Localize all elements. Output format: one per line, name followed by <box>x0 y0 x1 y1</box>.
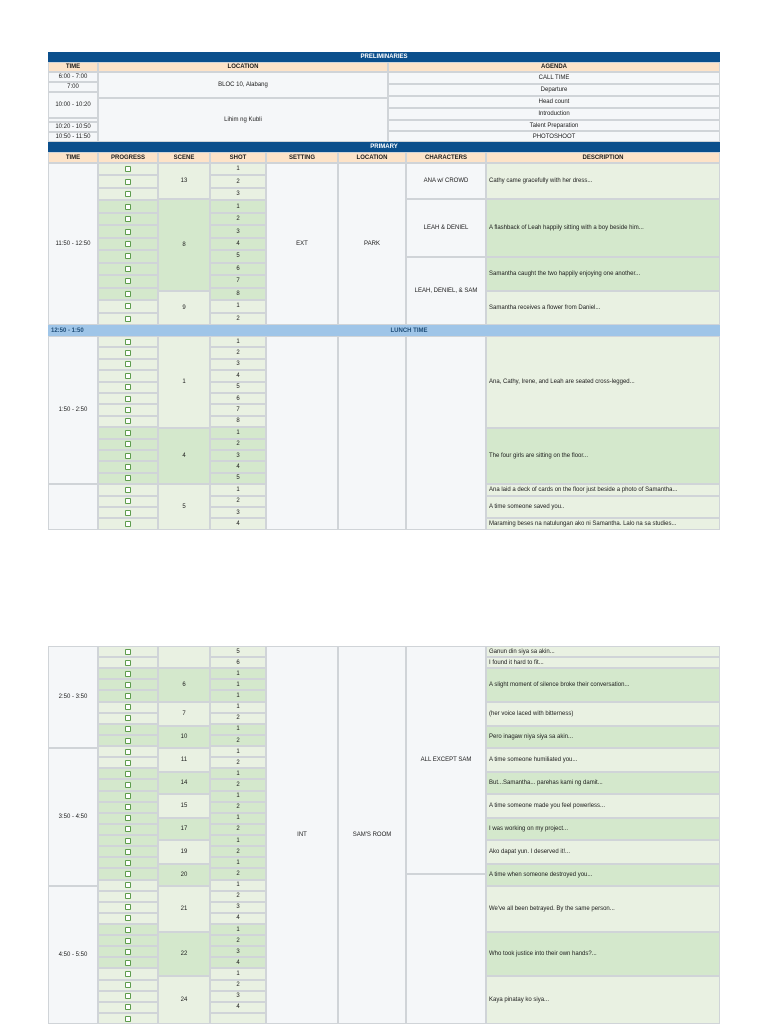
characters-cell <box>406 874 486 1024</box>
progress-cell <box>98 275 158 287</box>
progress-checkbox[interactable] <box>125 993 131 999</box>
progress-cell <box>98 857 158 868</box>
setting-cell: EXT <box>266 163 338 325</box>
progress-checkbox[interactable] <box>125 316 131 322</box>
progress-checkbox[interactable] <box>125 350 131 356</box>
shot-cell: 2 <box>210 175 266 187</box>
time-block-cell: 4:50 - 5:50 <box>48 886 98 1024</box>
scene-cell: 17 <box>158 818 210 840</box>
agenda-item: Departure <box>388 84 720 96</box>
progress-cell <box>98 657 158 668</box>
progress-cell <box>98 359 158 370</box>
setting-cell: INT <box>266 646 338 1024</box>
agenda-item: Talent Preparation <box>388 120 720 131</box>
progress-checkbox[interactable] <box>125 303 131 309</box>
prelim-time-cell: 6:00 - 7:00 <box>48 72 98 82</box>
shot-cell: 2 <box>210 313 266 325</box>
prelim-time-cell: 10:50 - 11:50 <box>48 132 98 142</box>
progress-cell <box>98 935 158 946</box>
description-cell: The four girls are sitting on the floor... <box>486 428 720 484</box>
progress-cell <box>98 175 158 187</box>
progress-checkbox[interactable] <box>125 241 131 247</box>
progress-checkbox[interactable] <box>125 373 131 379</box>
progress-cell <box>98 188 158 200</box>
progress-cell <box>98 336 158 347</box>
description-cell: I found it hard to fit... <box>486 657 720 668</box>
scene-cell: 14 <box>158 772 210 794</box>
progress-cell <box>98 225 158 237</box>
progress-checkbox[interactable] <box>125 915 131 921</box>
progress-cell <box>98 439 158 450</box>
progress-checkbox[interactable] <box>125 782 131 788</box>
progress-checkbox[interactable] <box>125 927 131 933</box>
scene-cell: 7 <box>158 702 210 726</box>
col-header-scene: SCENE <box>158 152 210 163</box>
progress-cell <box>98 991 158 1002</box>
progress-checkbox[interactable] <box>125 682 131 688</box>
shot-cell: 1 <box>210 924 266 935</box>
progress-cell <box>98 735 158 746</box>
progress-checkbox[interactable] <box>125 704 131 710</box>
description-cell: Samantha receives a flower from Daniel... <box>486 291 720 325</box>
lunch-time-cell: 12:50 - 1:50 <box>48 325 98 336</box>
progress-cell <box>98 968 158 979</box>
progress-checkbox[interactable] <box>125 671 131 677</box>
progress-cell <box>98 1002 158 1013</box>
shot-cell: 3 <box>210 359 266 370</box>
lunch-label: LUNCH TIME <box>98 325 720 336</box>
shot-cell: 4 <box>210 913 266 924</box>
shot-cell: 1 <box>210 857 266 868</box>
shot-cell: 1 <box>210 768 266 779</box>
shot-cell: 1 <box>210 336 266 347</box>
shot-cell: 2 <box>210 868 266 879</box>
shot-cell: 5 <box>210 646 266 657</box>
progress-checkbox[interactable] <box>125 339 131 345</box>
progress-cell <box>98 518 158 529</box>
col-header-progress: PROGRESS <box>98 152 158 163</box>
progress-checkbox[interactable] <box>125 464 131 470</box>
progress-checkbox[interactable] <box>125 715 131 721</box>
progress-checkbox[interactable] <box>125 266 131 272</box>
scene-cell: 19 <box>158 840 210 864</box>
progress-cell <box>98 802 158 813</box>
progress-checkbox[interactable] <box>125 487 131 493</box>
description-cell: Pero inagaw niya siya sa akin... <box>486 726 720 748</box>
col-header-setting: SETTING <box>266 152 338 163</box>
progress-cell <box>98 768 158 779</box>
progress-cell <box>98 902 158 913</box>
progress-checkbox[interactable] <box>125 949 131 955</box>
progress-checkbox[interactable] <box>125 815 131 821</box>
progress-cell <box>98 1013 158 1024</box>
prelim-agenda-header: AGENDA <box>388 62 720 72</box>
progress-checkbox[interactable] <box>125 179 131 185</box>
shot-cell: 2 <box>210 713 266 724</box>
shot-cell: 1 <box>210 813 266 824</box>
prelim-location-cell: Lihim ng Kubli <box>98 98 388 142</box>
shot-cell: 1 <box>210 163 266 175</box>
progress-cell <box>98 868 158 879</box>
shot-cell: 3 <box>210 946 266 957</box>
progress-checkbox[interactable] <box>125 475 131 481</box>
prelim-location-header: LOCATION <box>98 62 388 72</box>
time-block-cell <box>48 484 98 530</box>
progress-checkbox[interactable] <box>125 498 131 504</box>
progress-checkbox[interactable] <box>125 204 131 210</box>
shot-cell: 1 <box>210 880 266 891</box>
progress-checkbox[interactable] <box>125 871 131 877</box>
progress-cell <box>98 824 158 835</box>
progress-cell <box>98 957 158 968</box>
progress-checkbox[interactable] <box>125 216 131 222</box>
agenda-item: CALL TIME <box>388 72 720 84</box>
progress-cell <box>98 313 158 325</box>
shot-cell: 5 <box>210 250 266 262</box>
progress-checkbox[interactable] <box>125 760 131 766</box>
page-1-schedule <box>48 52 720 530</box>
shot-cell: 1 <box>210 746 266 757</box>
shot-cell: 2 <box>210 757 266 768</box>
progress-cell <box>98 702 158 713</box>
shot-cell: 3 <box>210 902 266 913</box>
progress-cell <box>98 668 158 679</box>
progress-checkbox[interactable] <box>125 771 131 777</box>
agenda-item: PHOTOSHOOT <box>388 131 720 142</box>
progress-checkbox[interactable] <box>125 838 131 844</box>
description-cell: A time someone humiliated you... <box>486 748 720 772</box>
progress-cell <box>98 813 158 824</box>
progress-checkbox[interactable] <box>125 1016 131 1022</box>
progress-checkbox[interactable] <box>125 430 131 436</box>
progress-checkbox[interactable] <box>125 291 131 297</box>
col-header-characters: CHARACTERS <box>406 152 486 163</box>
progress-checkbox[interactable] <box>125 253 131 259</box>
progress-cell <box>98 679 158 690</box>
prelim-time-cell: 10:00 - 10:20 <box>48 92 98 118</box>
characters-cell: LEAH & DENIEL <box>406 199 486 257</box>
shot-cell: 2 <box>210 735 266 746</box>
location-cell: PARK <box>338 163 406 325</box>
shot-cell: 4 <box>210 238 266 250</box>
progress-cell <box>98 713 158 724</box>
shot-cell: 6 <box>210 393 266 404</box>
progress-cell <box>98 300 158 312</box>
progress-checkbox[interactable] <box>125 521 131 527</box>
prelim-time-cell: 7:00 <box>48 82 98 92</box>
progress-checkbox[interactable] <box>125 441 131 447</box>
progress-cell <box>98 473 158 484</box>
shot-cell: 2 <box>210 802 266 813</box>
location-cell <box>338 336 406 530</box>
progress-cell <box>98 913 158 924</box>
description-cell: Ako dapat yun. I deserved it!... <box>486 840 720 864</box>
progress-checkbox[interactable] <box>125 166 131 172</box>
description-cell: Cathy came gracefully with her dress... <box>486 163 720 199</box>
description-cell: Ana, Cathy, Irene, and Leah are seated cross-legged... <box>486 336 720 428</box>
shot-cell: 8 <box>210 416 266 427</box>
progress-checkbox[interactable] <box>125 960 131 966</box>
time-block-cell: 2:50 - 3:50 <box>48 646 98 748</box>
progress-cell <box>98 496 158 507</box>
description-cell: A time someone saved you.. <box>486 496 720 518</box>
progress-cell <box>98 450 158 461</box>
prelim-time-header: TIME <box>48 62 98 72</box>
page-2-schedule <box>48 646 720 1024</box>
progress-cell <box>98 846 158 857</box>
shot-cell: 2 <box>210 779 266 790</box>
progress-checkbox[interactable] <box>125 660 131 666</box>
location-cell: SAM'S ROOM <box>338 646 406 1024</box>
shot-cell: 2 <box>210 935 266 946</box>
progress-cell <box>98 370 158 381</box>
shot-cell: 4 <box>210 1002 266 1013</box>
time-block-cell: 3:50 - 4:50 <box>48 748 98 886</box>
progress-checkbox[interactable] <box>125 649 131 655</box>
progress-cell <box>98 250 158 262</box>
progress-checkbox[interactable] <box>125 749 131 755</box>
shot-cell: 2 <box>210 891 266 902</box>
agenda-item: Head count <box>388 96 720 108</box>
shot-cell: 1 <box>210 300 266 312</box>
shot-cell: 1 <box>210 968 266 979</box>
shot-cell <box>210 1013 266 1024</box>
shot-cell: 1 <box>210 427 266 438</box>
progress-checkbox[interactable] <box>125 191 131 197</box>
description-cell: But...Samantha... parehas kami ng damit... <box>486 772 720 794</box>
characters-cell: ANA w/ CROWD <box>406 163 486 199</box>
progress-cell <box>98 757 158 768</box>
progress-cell <box>98 200 158 212</box>
preliminaries-banner: PRELIMINARIES <box>48 52 720 62</box>
shot-cell: 6 <box>210 657 266 668</box>
shot-cell: 6 <box>210 263 266 275</box>
description-cell: I was working on my project... <box>486 818 720 840</box>
shot-cell: 3 <box>210 450 266 461</box>
shot-cell: 7 <box>210 404 266 415</box>
shot-cell: 4 <box>210 957 266 968</box>
progress-cell <box>98 891 158 902</box>
setting-cell <box>266 336 338 530</box>
shot-cell: 5 <box>210 382 266 393</box>
scene-cell: 15 <box>158 794 210 818</box>
progress-cell <box>98 835 158 846</box>
shot-cell: 1 <box>210 791 266 802</box>
progress-cell <box>98 946 158 957</box>
shot-cell: 1 <box>210 702 266 713</box>
scene-cell: 20 <box>158 864 210 886</box>
description-cell: A flashback of Leah happily sitting with a boy beside him... <box>486 199 720 257</box>
scene-cell: 13 <box>158 163 210 199</box>
scene-cell: 11 <box>158 748 210 772</box>
progress-checkbox[interactable] <box>125 418 131 424</box>
shot-cell: 2 <box>210 439 266 450</box>
primary-banner: PRIMARY <box>48 142 720 152</box>
shot-cell: 1 <box>210 484 266 495</box>
progress-cell <box>98 746 158 757</box>
progress-cell <box>98 347 158 358</box>
col-header-time: TIME <box>48 152 98 163</box>
progress-checkbox[interactable] <box>125 793 131 799</box>
col-header-location: LOCATION <box>338 152 406 163</box>
time-block-cell: 1:50 - 2:50 <box>48 336 98 484</box>
progress-cell <box>98 238 158 250</box>
progress-cell <box>98 924 158 935</box>
progress-cell <box>98 288 158 300</box>
progress-cell <box>98 791 158 802</box>
scene-cell: 1 <box>158 336 210 428</box>
progress-cell <box>98 382 158 393</box>
progress-cell <box>98 880 158 891</box>
progress-checkbox[interactable] <box>125 453 131 459</box>
shot-cell: 2 <box>210 347 266 358</box>
progress-cell <box>98 416 158 427</box>
col-header-shot: SHOT <box>210 152 266 163</box>
shot-cell: 3 <box>210 188 266 200</box>
progress-checkbox[interactable] <box>125 384 131 390</box>
description-cell: A time someone made you feel powerless... <box>486 794 720 818</box>
shot-cell: 1 <box>210 690 266 701</box>
progress-cell <box>98 980 158 991</box>
progress-cell <box>98 461 158 472</box>
shot-cell: 1 <box>210 724 266 735</box>
progress-checkbox[interactable] <box>125 882 131 888</box>
progress-checkbox[interactable] <box>125 826 131 832</box>
progress-checkbox[interactable] <box>125 938 131 944</box>
description-cell: Maraming beses na natulungan ako ni Samantha. Lalo na sa studies... <box>486 518 720 530</box>
scene-cell: 22 <box>158 932 210 976</box>
shot-cell: 2 <box>210 846 266 857</box>
shot-cell: 8 <box>210 288 266 300</box>
scene-cell <box>158 646 210 668</box>
shot-cell: 2 <box>210 824 266 835</box>
shot-cell: 3 <box>210 991 266 1002</box>
description-cell: Ganun din siya sa akin... <box>486 646 720 657</box>
shot-cell: 3 <box>210 507 266 518</box>
progress-cell <box>98 163 158 175</box>
progress-checkbox[interactable] <box>125 849 131 855</box>
shot-cell: 2 <box>210 496 266 507</box>
description-cell: A time when someone destroyed you... <box>486 864 720 886</box>
progress-checkbox[interactable] <box>125 229 131 235</box>
progress-checkbox[interactable] <box>125 510 131 516</box>
progress-checkbox[interactable] <box>125 971 131 977</box>
progress-cell <box>98 724 158 735</box>
time-block-cell: 11:50 - 12:50 <box>48 163 98 325</box>
characters-cell: LEAH, DENIEL, & SAM <box>406 257 486 325</box>
progress-checkbox[interactable] <box>125 738 131 744</box>
progress-cell <box>98 507 158 518</box>
shot-cell: 4 <box>210 370 266 381</box>
progress-checkbox[interactable] <box>125 904 131 910</box>
progress-cell <box>98 646 158 657</box>
progress-checkbox[interactable] <box>125 693 131 699</box>
prelim-time-cell: 10:20 - 10:50 <box>48 122 98 132</box>
description-cell: Kaya pinatay ko siya... <box>486 976 720 1024</box>
progress-checkbox[interactable] <box>125 396 131 402</box>
shot-cell: 1 <box>210 679 266 690</box>
progress-cell <box>98 263 158 275</box>
scene-cell: 5 <box>158 484 210 530</box>
characters-cell: ALL EXCEPT SAM <box>406 646 486 874</box>
progress-cell <box>98 690 158 701</box>
col-header-description: DESCRIPTION <box>486 152 720 163</box>
description-cell: Who took justice into their own hands?... <box>486 932 720 976</box>
shot-cell: 2 <box>210 213 266 225</box>
shot-cell: 7 <box>210 275 266 287</box>
description-cell: Samantha caught the two happily enjoying one another... <box>486 257 720 291</box>
progress-checkbox[interactable] <box>125 278 131 284</box>
description-cell: We've all been betrayed. By the same person... <box>486 886 720 932</box>
scene-cell: 10 <box>158 726 210 748</box>
progress-cell <box>98 484 158 495</box>
progress-checkbox[interactable] <box>125 361 131 367</box>
shot-cell: 3 <box>210 225 266 237</box>
progress-checkbox[interactable] <box>125 804 131 810</box>
scene-cell: 4 <box>158 428 210 484</box>
shot-cell: 5 <box>210 473 266 484</box>
scene-cell: 21 <box>158 886 210 932</box>
progress-cell <box>98 427 158 438</box>
progress-checkbox[interactable] <box>125 982 131 988</box>
progress-checkbox[interactable] <box>125 1004 131 1010</box>
scene-cell: 24 <box>158 976 210 1024</box>
shot-cell: 4 <box>210 518 266 529</box>
scene-cell: 8 <box>158 199 210 291</box>
shot-cell: 1 <box>210 668 266 679</box>
shot-cell: 1 <box>210 200 266 212</box>
progress-cell <box>98 779 158 790</box>
progress-checkbox[interactable] <box>125 893 131 899</box>
description-cell: A slight moment of silence broke their conversation... <box>486 668 720 702</box>
progress-checkbox[interactable] <box>125 407 131 413</box>
scene-cell: 9 <box>158 291 210 325</box>
description-cell: (her voice laced with bitterness) <box>486 702 720 726</box>
shot-cell: 2 <box>210 980 266 991</box>
progress-checkbox[interactable] <box>125 860 131 866</box>
progress-checkbox[interactable] <box>125 726 131 732</box>
prelim-location-cell: BLOC 10, Alabang <box>98 72 388 98</box>
scene-cell: 6 <box>158 668 210 702</box>
progress-cell <box>98 393 158 404</box>
progress-cell <box>98 213 158 225</box>
characters-cell <box>406 336 486 530</box>
shot-cell: 4 <box>210 461 266 472</box>
shot-cell: 1 <box>210 835 266 846</box>
agenda-item: Introduction <box>388 108 720 120</box>
description-cell: Ana laid a deck of cards on the floor just beside a photo of Samantha... <box>486 484 720 496</box>
progress-cell <box>98 404 158 415</box>
